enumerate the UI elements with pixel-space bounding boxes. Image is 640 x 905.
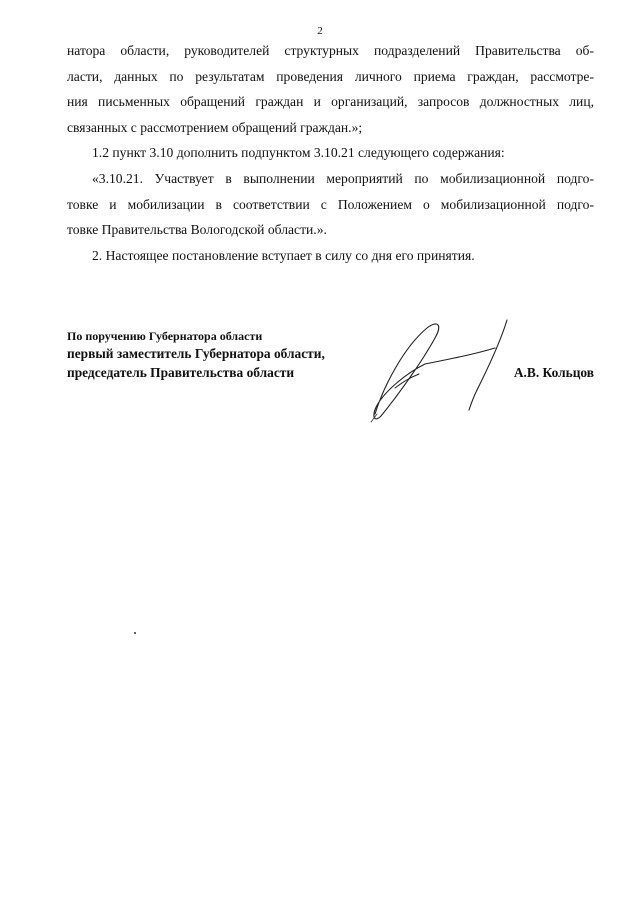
body-line: ния письменных обращений граждан и организаций, запросов должностных лиц,	[67, 94, 594, 110]
signatory-title-line-2: председатель Правительства области	[67, 365, 295, 380]
stray-mark	[134, 632, 136, 634]
body-line: ласти, данных по результатам проведения личного приема граждан, рассмотре-	[67, 68, 594, 84]
body-line: 2. Настоящее постановление вступает в силу со дня его принятия.	[92, 247, 475, 263]
document-body	[67, 38, 594, 268]
signature-block	[67, 328, 594, 438]
page-number: 2	[317, 25, 323, 37]
body-line: «3.10.21. Участвует в выполнении мероприятий по мобилизационной подго-	[92, 170, 594, 186]
handwritten-signature	[365, 318, 525, 428]
signatory-name: А.В. Кольцов	[513, 365, 594, 380]
body-line: натора области, руководителей структурных подразделений Правительства об-	[67, 43, 594, 58]
body-line: 1.2 пункт 3.10 дополнить подпунктом 3.10.21 следующего содержания:	[92, 145, 505, 161]
body-line: связанных с рассмотрением обращений граждан.»;	[67, 119, 363, 135]
signature-on-behalf: По поручению Губернатора области	[67, 329, 263, 343]
body-line: товке Правительства Вологодской области.».	[67, 222, 327, 238]
body-line: товке и мобилизации в соответствии с Положением о мобилизационной подго-	[67, 196, 594, 212]
signatory-title-line-1: первый заместитель Губернатора области,	[67, 346, 325, 361]
